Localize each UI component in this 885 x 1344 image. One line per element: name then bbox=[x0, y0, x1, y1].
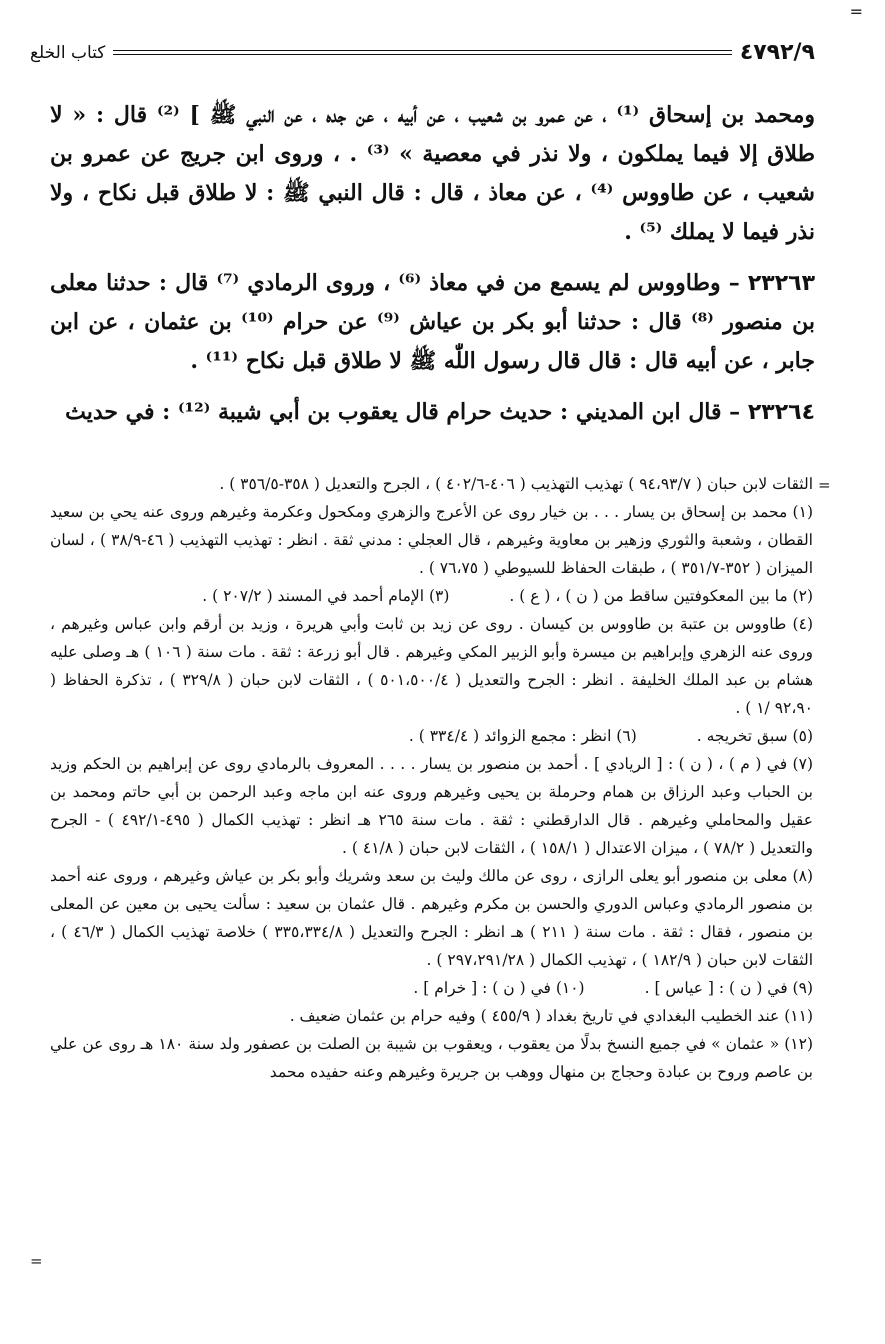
footnote-row bbox=[50, 582, 813, 610]
footnote-8: (٨) معلى بن منصور أبو يعلى الرازى ، روى عن مالك وليث بن سعد وشريك وأبو بكر بن عياش وغيرهم ، وروى عنه أحمد بن منصور الرمادي وعباس الدوري والحسن بن مكرم وغيرهم . قال عثمان بن سعيد : سألت يحيى بن معين عن المعلى بن منصور ، فقال : ثقة . مات سنة ( ٢١١ ) هـ انظر : الجرح والتعديل ( ٣٣٥،٣٣٤/٨ ) خلاصة تهذيب الكمال ( ٤٦/٣ ) ، الثقات لابن حبان ( ١٨٢/٩ ) ، تهذيب الكمال ( ٢٩٧،٢٩١/٢٨ ) . bbox=[50, 867, 814, 969]
page-number: ٤٧٩٢/٩ bbox=[739, 40, 815, 65]
footnote-10: (١٠) في ( ن ) : [ خرام ] . bbox=[413, 979, 585, 997]
footnote-9: (٩) في ( ن ) : [ عياس ] . bbox=[644, 979, 813, 997]
footnote-2: (٢) ما بين المعكوفتين ساقط من ( ن ) ، ( ع ) . bbox=[509, 587, 813, 605]
footnotes bbox=[50, 470, 813, 1086]
footnote-5: (٥) سبق تخريجه . bbox=[696, 727, 813, 745]
paragraph-text: – وطاووس لم يسمع من في معاذ ⁽⁶⁾ ، وروى الرمادي ⁽⁷⁾ قال : حدثنا معلى بن منصور ⁽⁸⁾ قال : حدثنا أبو بكر بن عياش ⁽⁹⁾ عن حرام ⁽¹⁰⁾ بن عثمان ، عن ابن جابر ، عن أبيه قال : قال قال رسول اللّٰه ﷺ لا طلاق قبل نكاح ⁽¹¹⁾ . bbox=[50, 270, 815, 374]
footnote-7: (٧) في ( م ) ، ( ن ) : [ الريادي ] . أحمد بن منصور بن يسار . . . . المعروف بالرمادي روى عن إبراهيم بن الحكم وزيد بن الحباب وعبد الرزاق بن همام وحرملة بن يحيى وغيرهم وروى عنه ابن ماجه وعبد الرحمن بن أبي حاتم ومحمد بن عقيل والمحاملي وغيرهم . قال الدارقطني : ثقة . مات سنة ٢٦٥ هـ انظر : تهذيب الكمال ( ٤٩٥-٤٩٢/١ ) - الجرح والتعديل ( ٧٨/٢ ) ، ميزان الاعتدال ( ١٥٨/١ ) ، الثقات لابن حبان ( ٤١/٨ ) . bbox=[50, 755, 813, 857]
main-paragraph-2 bbox=[50, 264, 815, 381]
paragraph-text: – قال ابن المديني : حديث حرام قال يعقوب بن أبي شيبة ⁽¹²⁾ : في حديث bbox=[65, 399, 748, 425]
page-header bbox=[30, 40, 815, 65]
footnote-continuation-mark: = bbox=[818, 476, 831, 494]
footnote-continues-mark: = bbox=[30, 1252, 43, 1270]
footnote-continuation: الثقات لابن حبان ( ٩٤،٩٣/٧ ) تهذيب التهذيب ( ٤٠٦-٤٠٢/٦ ) ، الجرح والتعديل ( ٣٥٨-٣٥٦/٥ ) . bbox=[219, 475, 813, 493]
paragraph-number: ٢٣٢٦٣ bbox=[747, 271, 815, 296]
book-title: كتاب الخلع bbox=[30, 42, 106, 63]
paragraph-number: ٢٣٢٦٤ bbox=[747, 400, 815, 425]
footnote-row bbox=[50, 722, 813, 750]
footnote-row bbox=[50, 974, 813, 1002]
footnote-4: (٤) طاووس بن عتبة بن طاووس بن كيسان . روى عن زيد بن ثابت وأبي هريرة ، وزيد بن أرقم وابن عباس وغيرهم ، وروى عنه الزهري وإبراهيم بن ميسرة وأبو الزبير المكي وغيرهم . قال أبو زرعة : ثقة . مات سنة ( ١٠٦ ) هـ وصلى عليه هشام بن عبد الملك الخليفة . انظر : الجرح والتعديل ( ٥٠١،٥٠٠/٤ ) ، الثقات لابن حبان ( ٣٢٩/٨ ) ، تذكرة الحفاظ ( ٩٢،٩٠ /١ ) . bbox=[50, 615, 814, 717]
main-paragraph-1: ومحمد بن إسحاق ⁽¹⁾ ، عن عمرو بن شعيب ، عن أبيه ، عن جده ، عن النبي ﷺ ] ⁽²⁾ قال : « لا طلاق إلا فيما يملكون ، ولا نذر في معصية » ⁽³⁾ . ، وروى ابن جريج عن عمرو بن شعيب ، عن طاووس ⁽⁴⁾ ، عن معاذ ، قال : قال النبي ﷺ : لا طلاق قبل نكاح ، ولا نذر فيما لا يملك ⁽⁵⁾ . bbox=[50, 102, 816, 245]
footnote-11: (١١) عند الخطيب البغدادي في تاريخ بغداد ( ٤٥٥/٩ ) وفيه حرام بن عثمان ضعيف . bbox=[289, 1007, 813, 1025]
footnote-1: (١) محمد بن إسحاق بن يسار . . . بن خيار روى عن الأعرج والزهري ومكحول وعكرمة وغيرهم وروى عنه يحي بن سعيد القطان ، وشعبة والثوري وزهير بن معاوية وغيرهم ، قال العجلي : مدني ثقة . انظر : تهذيب التهذيب ( ٤٦-٣٨/٩ ) ، لسان الميزان ( ٣٥٢-٣٥١/٧ ) ، طبقات الحفاظ للسيوطي ( ٧٦،٧٥ ) . bbox=[50, 503, 813, 577]
footnote-12: (١٢) « عثمان » في جميع النسخ بدلًا من يعقوب ، ويعقوب بن شيبة بن الصلت بن عصفور ولد سنة ١٨٠ هـ روى عن علي بن عاصم وروح بن عبادة وحجاج بن منهال ووهب بن جريرة وغيرهم وعنه حفيده محمد bbox=[50, 1035, 813, 1081]
header-rule bbox=[113, 50, 731, 55]
top-continuation-mark: = bbox=[849, 2, 863, 21]
footnote-3: (٣) الإمام أحمد في المسند ( ٢٠٧/٢ ) . bbox=[202, 587, 450, 605]
footnote-6: (٦) انظر : مجمع الزوائد ( ٣٣٤/٤ ) . bbox=[408, 727, 637, 745]
main-paragraph-3 bbox=[50, 393, 815, 432]
main-text bbox=[50, 96, 815, 444]
